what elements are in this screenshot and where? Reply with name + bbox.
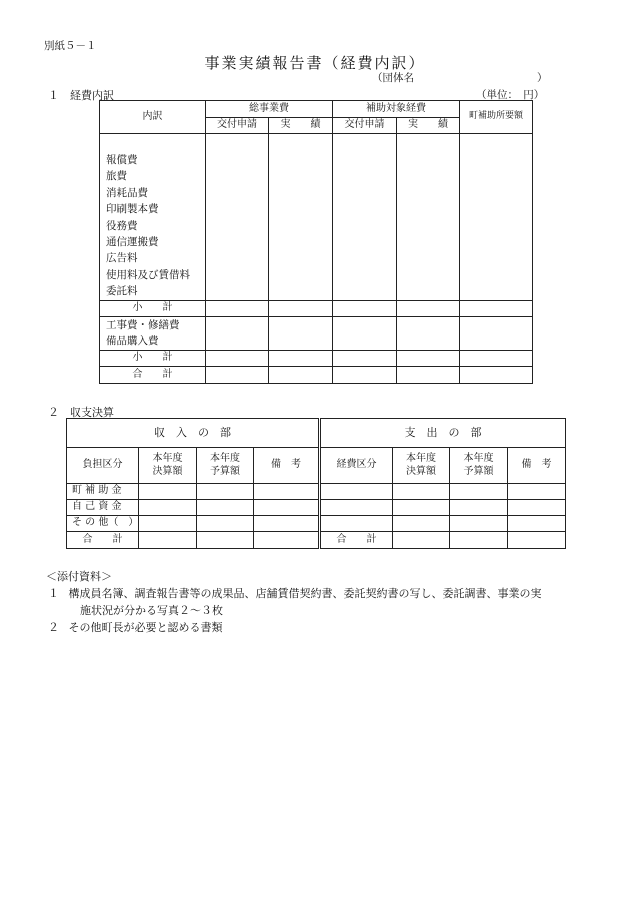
item-label: 消耗品費 <box>106 186 148 199</box>
value-cell <box>254 532 320 549</box>
income-row-label: 町 補 助 金 <box>67 484 139 500</box>
col-total-cost: 総事業費 <box>206 101 333 118</box>
unit-label: （単位： 円） <box>476 89 545 101</box>
value-cell <box>320 516 393 532</box>
item-label: 通信運搬費 <box>106 236 159 249</box>
item-label: 工事費・修繕費 <box>106 319 180 331</box>
attachment-item-continued: 施状況が分かる写真２～３枚 <box>80 604 223 617</box>
value-cell <box>269 350 333 366</box>
value-cell <box>397 301 460 317</box>
section2-heading: ２ 収支決算 <box>48 406 114 419</box>
col-grant-request: 交付申請 <box>333 118 397 134</box>
value-cell <box>254 500 320 516</box>
value-cell <box>139 500 197 516</box>
col-actual: 実 績 <box>269 118 333 134</box>
income-col-settled: 本年度 決算額 <box>139 448 197 484</box>
col-actual: 実 績 <box>397 118 460 134</box>
value-cell <box>393 516 450 532</box>
value-cell <box>333 301 397 317</box>
org-name-label: （団体名 <box>372 72 414 84</box>
income-row-label: そ の 他（ ） <box>67 516 139 532</box>
subtotal-label: 小 計 <box>100 350 206 366</box>
expense-breakdown-table <box>99 100 533 384</box>
attachment-number: ２ <box>48 621 59 634</box>
attachments-heading: ＜添付資料＞ <box>46 570 112 583</box>
value-cell <box>197 500 254 516</box>
attachment-number: １ <box>48 587 59 600</box>
value-cell <box>460 317 533 351</box>
value-cell <box>450 484 508 500</box>
value-cell <box>397 366 460 383</box>
value-cell <box>393 500 450 516</box>
attachment-number: 別紙５－１ <box>44 40 97 52</box>
org-name-close: ） <box>537 72 548 84</box>
item-label: 旅費 <box>106 170 127 183</box>
value-cell <box>254 516 320 532</box>
income-col-note: 備 考 <box>254 448 320 484</box>
col-subsidy-cost: 補助対象経費 <box>333 101 460 118</box>
item-label: 印刷製本費 <box>106 203 159 216</box>
value-cell <box>269 366 333 383</box>
value-cell <box>333 350 397 366</box>
value-cell <box>460 134 533 301</box>
value-cell <box>397 350 460 366</box>
income-col-budget: 本年度 予算額 <box>197 448 254 484</box>
value-cell <box>333 366 397 383</box>
value-cell <box>333 134 397 301</box>
section1-heading: １ 経費内訳 <box>48 89 114 102</box>
value-cell <box>333 317 397 351</box>
items-group-b <box>100 317 206 351</box>
item-label: 広告料 <box>106 252 138 265</box>
value-cell <box>139 516 197 532</box>
income-section-header: 収 入 の 部 <box>67 419 320 448</box>
value-cell <box>206 317 269 351</box>
expense-col-note: 備 考 <box>508 448 566 484</box>
value-cell <box>508 500 566 516</box>
item-label: 報償費 <box>106 154 138 166</box>
expense-col-settled: 本年度 決算額 <box>393 448 450 484</box>
income-row-label: 自 己 資 金 <box>67 500 139 516</box>
value-cell <box>508 484 566 500</box>
col-breakdown: 内訳 <box>100 101 206 134</box>
value-cell <box>460 366 533 383</box>
col-grant-request: 交付申請 <box>206 118 269 134</box>
value-cell <box>206 350 269 366</box>
expense-section-header: 支 出 の 部 <box>320 419 566 448</box>
page-title: 事業実績報告書（経費内訳） <box>204 54 426 72</box>
value-cell <box>139 484 197 500</box>
attachment-item <box>48 619 223 635</box>
income-expense-table <box>66 418 566 549</box>
value-cell <box>206 134 269 301</box>
value-cell <box>397 134 460 301</box>
expense-total-label: 合 計 <box>320 532 393 549</box>
attachment-item <box>48 585 608 601</box>
value-cell <box>393 484 450 500</box>
value-cell <box>206 301 269 317</box>
expense-col-category: 経費区分 <box>320 448 393 484</box>
attachment-text: その他町長が必要と認める書類 <box>68 621 223 634</box>
value-cell <box>269 317 333 351</box>
value-cell <box>397 317 460 351</box>
value-cell <box>508 532 566 549</box>
attachment-text: 構成員名簿、調査報告書等の成果品、店舗賃借契約書、委託契約書の写し、委託調書、事業の実 <box>68 587 542 600</box>
expense-col-budget: 本年度 予算額 <box>450 448 508 484</box>
value-cell <box>269 134 333 301</box>
income-total-label: 合 計 <box>67 532 139 549</box>
item-label: 委託料 <box>106 285 138 298</box>
value-cell <box>320 500 393 516</box>
value-cell <box>450 532 508 549</box>
item-label: 役務費 <box>106 219 138 232</box>
value-cell <box>450 516 508 532</box>
value-cell <box>508 516 566 532</box>
value-cell <box>197 516 254 532</box>
value-cell <box>139 532 197 549</box>
value-cell <box>197 532 254 549</box>
items-group-a <box>100 134 206 301</box>
value-cell <box>254 484 320 500</box>
value-cell <box>393 532 450 549</box>
subtotal-label: 小 計 <box>100 301 206 317</box>
value-cell <box>206 366 269 383</box>
col-town-amount: 町補助所要額 <box>460 101 533 134</box>
value-cell <box>320 484 393 500</box>
item-label: 備品購入費 <box>106 335 159 348</box>
value-cell <box>269 301 333 317</box>
value-cell <box>197 484 254 500</box>
item-label: 使用料及び賃借料 <box>106 268 190 281</box>
income-col-category: 負担区分 <box>67 448 139 484</box>
value-cell <box>460 350 533 366</box>
value-cell <box>450 500 508 516</box>
value-cell <box>460 301 533 317</box>
total-label: 合 計 <box>100 366 206 383</box>
